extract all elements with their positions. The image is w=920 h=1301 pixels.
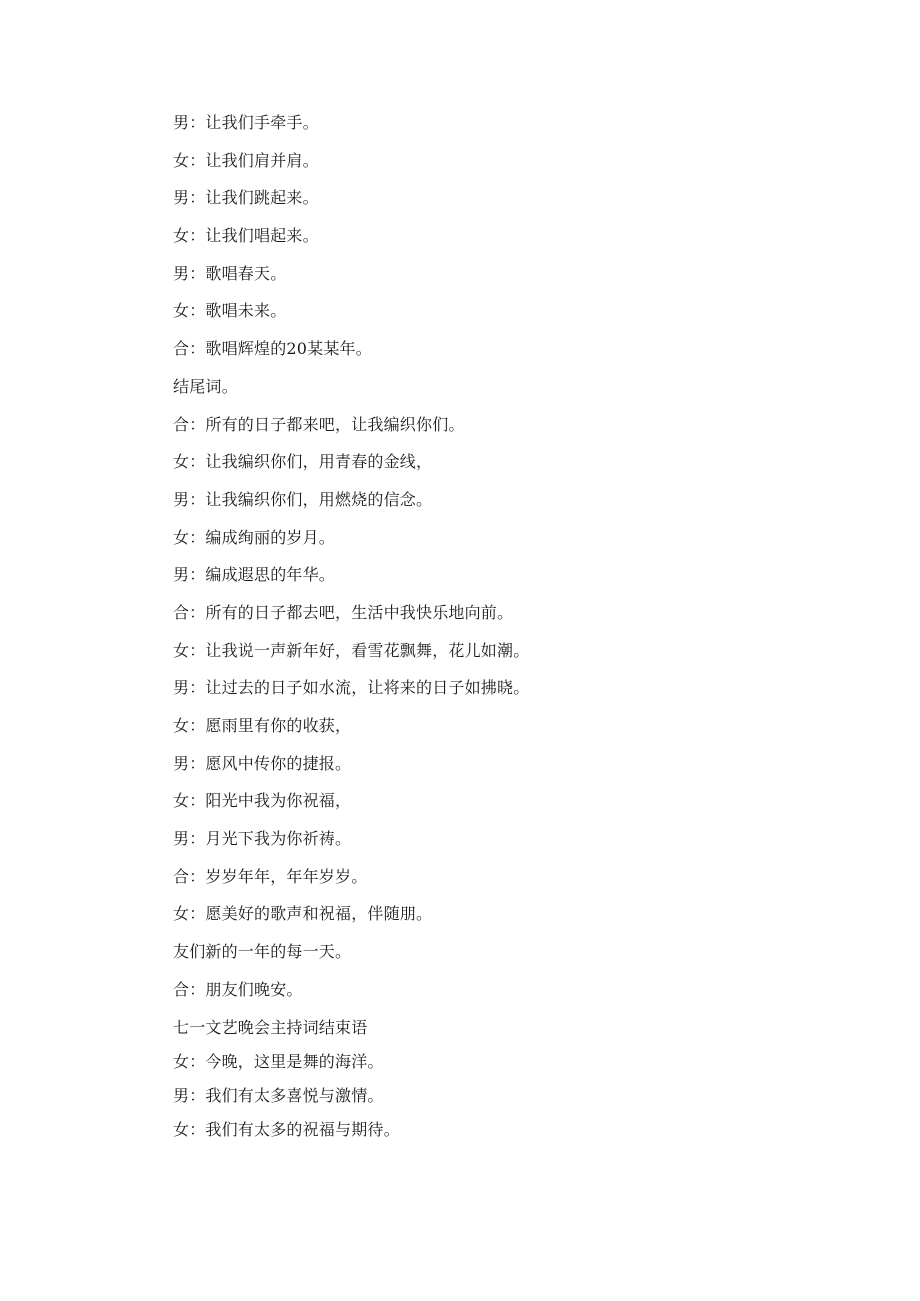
text-line: 女：编成绚丽的岁月。 [173,527,336,547]
text-line: 男：歌唱春天。 [173,263,287,283]
text-line: 女：愿美好的歌声和祝福，伴随朋。 [173,904,433,924]
text-line: 合：岁岁年年，年年岁岁。 [173,866,368,886]
script-text-body [173,110,873,1151]
text-line: 合：朋友们晚安。 [173,979,303,999]
text-line: 男：让过去的日子如水流，让将来的日子如拂晓。 [173,678,530,698]
text-line: 女：阳光中我为你祝福， [173,791,352,811]
text-line: 男：让我们手牵手。 [173,113,319,132]
text-line: 女：歌唱未来。 [173,301,287,321]
text-line: 男：月光下我为你祈祷。 [173,829,352,849]
text-line: 合：歌唱辉煌的20某某年。 [173,339,372,359]
text-line: 女：让我们唱起来。 [173,226,319,246]
section-heading: 结尾词。 [173,376,238,396]
text-line: 男：愿风中传你的捷报。 [173,753,352,773]
text-line: 男：让我编织你们，用燃烧的信念。 [173,489,433,509]
text-line: 男：让我们跳起来。 [173,188,319,208]
section-heading: 七一文艺晚会主持词结束语 [173,1017,368,1037]
text-line: 男：编成遐思的年华。 [173,565,336,585]
text-line: 女：愿雨里有你的收获， [173,716,352,735]
text-line: 友们新的一年的每一天。 [173,942,352,962]
text-line: 女：让我们肩并肩。 [173,150,319,170]
text-line: 女：我们有太多的祝福与期待。 [173,1119,400,1139]
text-line: 男：我们有太多喜悦与激情。 [173,1085,384,1105]
text-line: 合：所有的日子都去吧，生活中我快乐地向前。 [173,602,514,622]
text-line: 女：让我说一声新年好，看雪花飘舞，花儿如潮。 [173,640,530,660]
text-line: 女：让我编织你们，用青春的金线， [173,452,433,472]
text-line: 女：今晚，这里是舞的海洋。 [173,1051,384,1071]
text-line: 合：所有的日子都来吧，让我编织你们。 [173,414,465,434]
